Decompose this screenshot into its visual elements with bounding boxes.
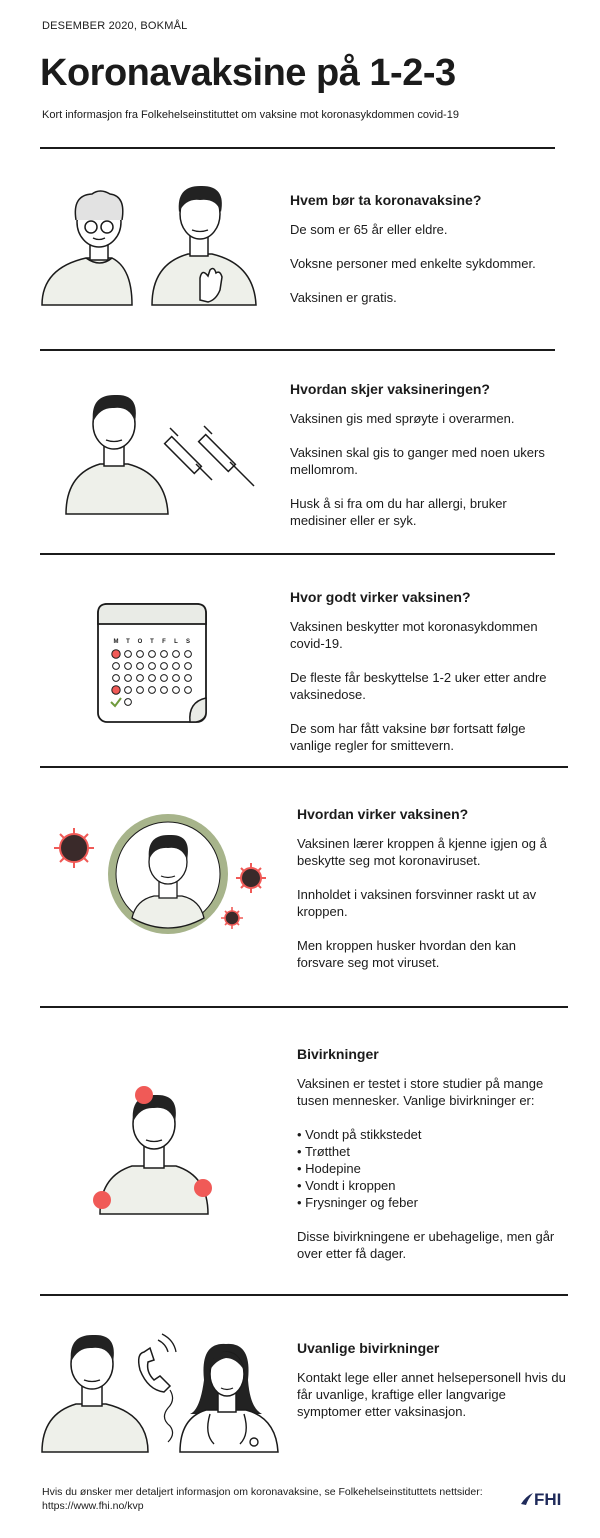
list-item: • Vondt på stikkstedet (297, 1126, 572, 1143)
section-paragraph: De fleste får beskyttelse 1-2 uker etter andre vaksinedose. (290, 670, 547, 702)
weekday-label: O (137, 639, 143, 645)
section-paragraph: Disse bivirkningene er ubehagelige, men går over etter få dager. (297, 1229, 555, 1261)
section-heading: Hvor godt virker vaksinen? (290, 589, 471, 605)
list-item: • Trøtthet (297, 1143, 572, 1160)
vaccination-illustration (62, 390, 262, 518)
divider (40, 553, 555, 555)
section-paragraph: Husk å si fra om du har allergi, bruker medisiner eller er syk. (290, 496, 507, 528)
divider (40, 349, 555, 351)
side-effects-list (297, 1126, 572, 1211)
section-paragraph: Vaksinen gis med sprøyte i overarmen. (290, 411, 515, 426)
section-heading: Uvanlige bivirkninger (297, 1340, 440, 1356)
section-heading: Hvordan virker vaksinen? (297, 806, 469, 822)
section-paragraph: Kontakt lege eller annet helsepersonell hvis du får uvanlige, kraftige eller langvarige symptomer etter vaksinasjon. (297, 1370, 566, 1419)
section-paragraph: Vaksinen skal gis to ganger med noen ukers mellomrom. (290, 445, 545, 477)
immunity-illustration (46, 814, 276, 942)
list-item: • Hodepine (297, 1160, 572, 1177)
fhi-logo-text: FHI (534, 1490, 562, 1509)
doctor-patient-illustration (40, 1330, 290, 1456)
section-how (290, 381, 560, 546)
phone-icon (139, 1334, 176, 1442)
divider (40, 1294, 568, 1296)
section-effect (290, 589, 560, 771)
section-paragraph: Voksne personer med enkelte sykdommer. (290, 256, 536, 271)
date-language-label: DESEMBER 2020, BOKMÅL (42, 20, 188, 32)
section-paragraph: De som er 65 år eller eldre. (290, 222, 448, 237)
weekday-label: T (126, 639, 130, 645)
section-paragraph: Vaksinen lærer kroppen å kjenne igjen og å beskytte seg mot koronaviruset. (297, 836, 547, 868)
section-paragraph: Vaksinen beskytter mot koronasykdommen covid-19. (290, 619, 538, 651)
list-item: • Frysninger og feber (297, 1194, 572, 1211)
section-paragraph: Men kroppen husker hvordan den kan forsvare seg mot viruset. (297, 938, 516, 970)
virus-icon (221, 907, 243, 929)
footer-text: Hvis du ønsker mer detaljert informasjon om koronavaksine, se Folkehelseinstituttets nettsider: (42, 1486, 483, 1498)
virus-icon (236, 863, 266, 893)
section-side-effects (297, 1046, 572, 1279)
calendar-illustration (96, 602, 208, 724)
fhi-logo-icon (520, 1492, 534, 1506)
footer-link[interactable]: https://www.fhi.no/kvp (42, 1500, 144, 1512)
page-subtitle: Kort informasjon fra Folkehelseinstituttet om vaksine mot koronasykdommen covid-19 (42, 109, 459, 121)
footer (42, 1485, 483, 1513)
weekday-label: M (113, 639, 119, 645)
section-who (290, 192, 560, 323)
side-effects-illustration (90, 1084, 218, 1218)
weekday-label: F (162, 639, 166, 645)
section-paragraph: Vaksinen er gratis. (290, 290, 397, 305)
section-mechanism (297, 806, 557, 988)
section-rare-side-effects (297, 1340, 572, 1437)
weekday-label: L (174, 639, 178, 645)
section-paragraph: Vaksinen er testet i store studier på mange tusen mennesker. Vanlige bivirkninger er: (297, 1076, 544, 1108)
page-title: Koronavaksine på 1-2-3 (40, 52, 456, 94)
divider (40, 147, 555, 149)
divider (40, 1006, 568, 1008)
list-item: • Vondt i kroppen (297, 1177, 572, 1194)
fhi-logo (520, 1490, 561, 1510)
weekday-label: T (150, 639, 154, 645)
virus-icon (54, 828, 94, 868)
section-heading: Bivirkninger (297, 1046, 379, 1062)
section-heading: Hvordan skjer vaksineringen? (290, 381, 490, 397)
section-paragraph: De som har fått vaksine bør fortsatt følge vanlige regler for smittevern. (290, 721, 526, 753)
weekday-label: S (185, 639, 191, 645)
section-paragraph: Innholdet i vaksinen forsvinner raskt ut av kroppen. (297, 887, 537, 919)
section-heading: Hvem bør ta koronavaksine? (290, 192, 482, 208)
elderly-and-adult-illustration (40, 180, 262, 310)
